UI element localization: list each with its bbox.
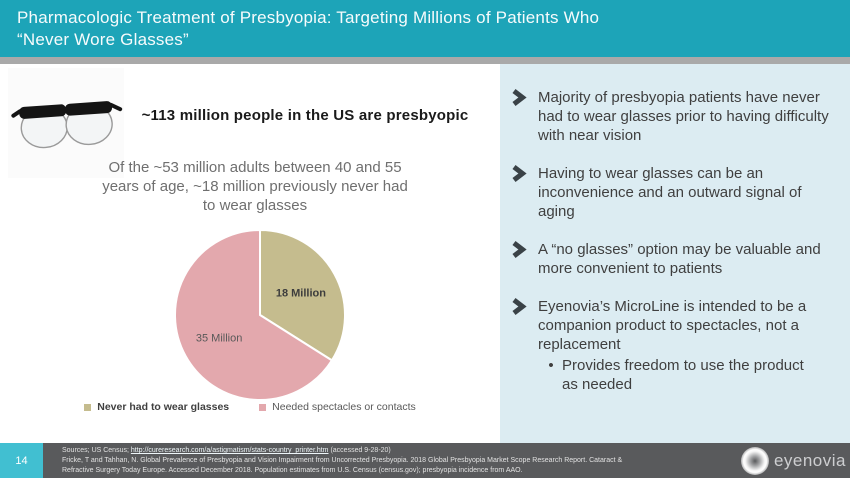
chart-caption-line-3: to wear glasses <box>202 197 308 214</box>
chevron-bullet-icon <box>510 88 538 145</box>
bullet-item <box>510 164 836 221</box>
legend-item-never-had-glasses <box>84 401 229 413</box>
legend-swatch-pink <box>259 404 266 411</box>
bullet-item <box>510 88 836 145</box>
bullet-text: A “no glasses” option may be valuable and more convenient to patients <box>538 241 821 277</box>
key-stat-headline: ~113 million people in the US are presbyopic <box>141 107 469 124</box>
sources-line-3: Refractive Surgery Today Europe. Accessed December 2018. Population estimates from U.S. Census (census.gov); presbyopia incidence from AAO. <box>62 467 523 474</box>
key-points-panel <box>500 64 850 443</box>
pie-chart <box>170 225 350 405</box>
slide-title-bar <box>0 0 850 57</box>
chart-caption <box>45 158 465 215</box>
chart-caption-line-2: years of age, ~18 million previously never had <box>102 178 408 195</box>
chevron-bullet-icon <box>510 240 538 278</box>
legend-swatch-tan <box>84 404 91 411</box>
slide-title-line-2: “Never Wore Glasses” <box>17 30 189 49</box>
slide-footer <box>0 443 850 478</box>
eyenovia-logo-text: eyenovia <box>773 450 846 470</box>
bullet-item <box>510 240 836 278</box>
chevron-bullet-icon <box>510 297 538 354</box>
sub-bullet-text: Provides freedom to use the product as needed <box>562 357 804 393</box>
eyenovia-iris-icon <box>741 447 769 475</box>
bullet-item <box>510 297 836 354</box>
legend-label: Never had to wear glasses <box>97 401 230 413</box>
slide-title-line-1: Pharmacologic Treatment of Presbyopia: Targeting Millions of Patients Who <box>17 8 600 27</box>
sub-bullet-item <box>540 356 818 394</box>
sources-line-1 <box>62 446 702 456</box>
chevron-bullet-icon <box>510 164 538 221</box>
bullet-text: Having to wear glasses can be an inconvenience and an outward signal of aging <box>538 165 802 220</box>
legend-label: Needed spectacles or contacts <box>272 401 416 413</box>
sources-line-2: Fricke, T and Tahhan, N. Global Prevalence of Presbyopia and Vision Impairment from Uncorrected Presbyopia. 2018 Global Presbyopia Market Scope Research Report. Cataract & <box>62 457 623 464</box>
legend-item-needed-spectacles <box>259 401 416 413</box>
pie-slice-label: 35 Million <box>195 332 243 345</box>
page-number: 14 <box>0 443 43 478</box>
sources-accessed: (accessed 9-28-20) <box>328 447 391 454</box>
sources-prefix: Sources; US Census; <box>62 447 131 454</box>
eyenovia-logo <box>741 445 846 476</box>
title-separator-bar <box>0 57 850 64</box>
source-link[interactable]: http://cureresearch.com/a/astigmatism/stats-country_printer.htm <box>130 447 329 454</box>
bullet-text: Majority of presbyopia patients have never had to wear glasses prior to having difficulty with near vision <box>538 89 829 144</box>
pie-slice-label: 18 Million <box>275 287 326 300</box>
sources-text <box>62 446 702 476</box>
bullet-text: Eyenovia’s MicroLine is intended to be a companion product to spectacles, not a replacement <box>538 298 807 353</box>
pie-legend <box>0 401 500 413</box>
dot-bullet-icon: • <box>548 357 554 374</box>
chart-caption-line-1: Of the ~53 million adults between 40 and 55 <box>108 159 402 176</box>
